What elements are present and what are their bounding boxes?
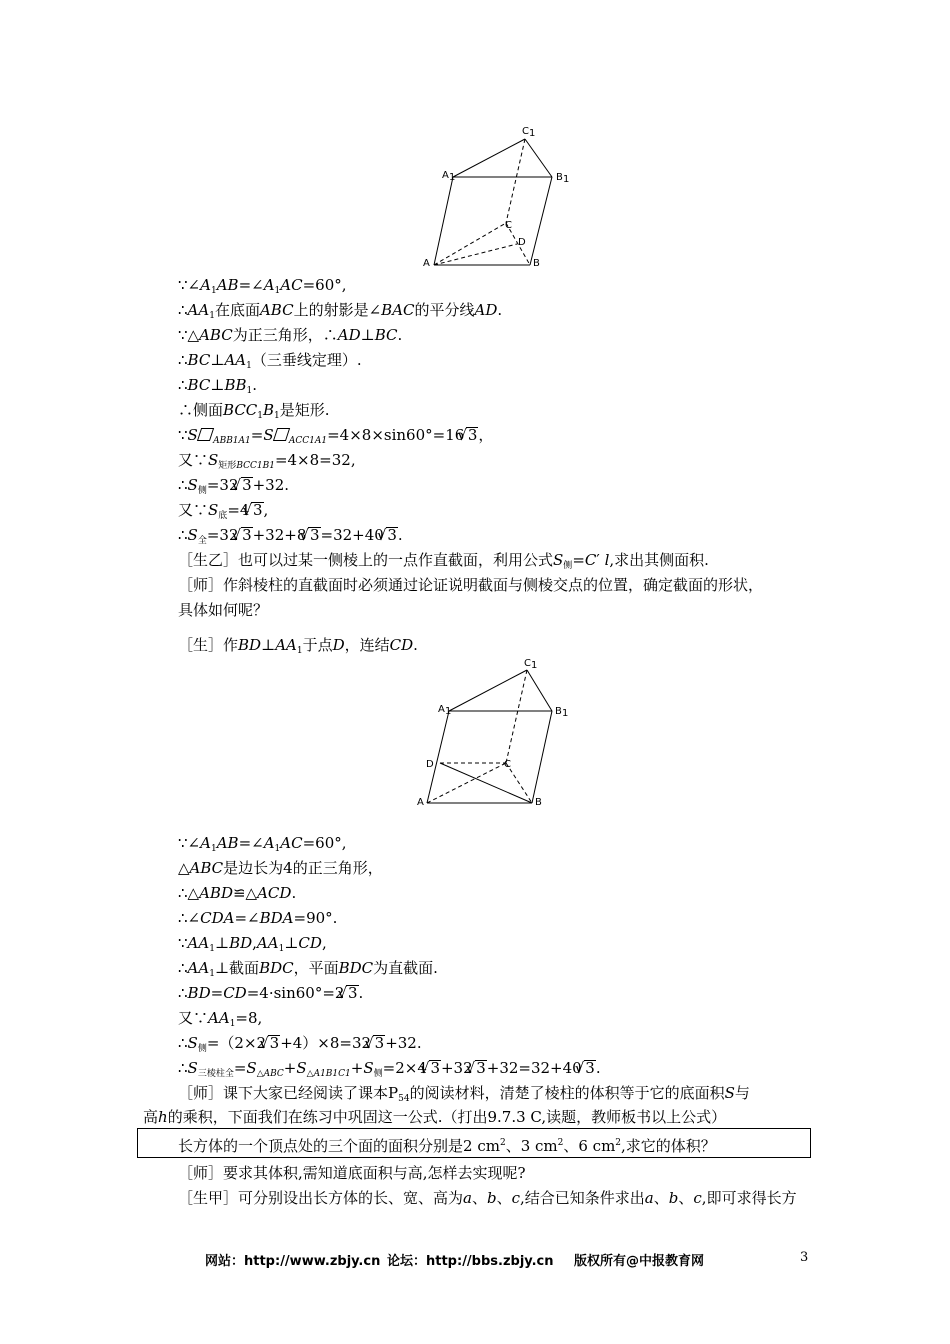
line-17: △ABC是边长为4的正三角形， [178, 859, 383, 877]
line-18: ∴△ABD≌△ACD. [178, 884, 297, 902]
edge-db [440, 763, 532, 803]
label-b1: B [555, 706, 562, 717]
line-4: $\therefore BC\perp AA_1$（三垂线定理）. [178, 351, 362, 371]
footer-site: 网站：http://www.zbjy.cn [205, 1254, 381, 1269]
page-number: 3 [800, 1250, 809, 1265]
edge-b1b [532, 711, 552, 803]
label-b: B [533, 258, 540, 269]
edge-ac [434, 223, 506, 265]
page-footer [0, 1250, 950, 1270]
line-21: $\therefore AA_1\perp$截面BDC，平面BDC为直截面. [178, 959, 438, 979]
line-5: $\therefore BC\perp BB_1$. [178, 376, 257, 396]
label-d: D [518, 237, 526, 248]
edge-a1c1 [453, 139, 525, 177]
line-27: 高h的乘积，下面我们在练习中巩固这一公式.（打出9.7.3 C,读题，教师板书以上公式） [143, 1108, 727, 1126]
svg-text:1: 1 [562, 708, 569, 719]
edge-a1c1 [449, 670, 527, 711]
footer-copyright: 版权所有@中报教育网 [574, 1254, 705, 1269]
label-c1: C [522, 126, 529, 137]
edge-a1a [427, 711, 449, 803]
line-11: $\therefore S_全=32√$ 3+32+8√ 3=32+40√ 3. [178, 525, 403, 545]
line-29: ［师］要求其体积,需知道底面积与高,怎样去实现呢? [178, 1164, 526, 1182]
line-1: $\because\angle A_1AB=\angle A_1AC=60^\circ$, [178, 276, 347, 296]
label-a1: A [442, 170, 449, 181]
line-26: ［师］课下大家已经阅读了课本$P_{54}$的阅读材料，清楚了棱柱的体积等于它的底面积S与 [178, 1084, 750, 1104]
line-19: ∴∠CDA=∠BDA=90°. [178, 909, 338, 927]
line-6: ∴侧面$BCC_1B_1$是矩形. [178, 401, 330, 421]
edge-a1a [434, 177, 453, 265]
line-13: ［师］作斜棱柱的直截面时必须通过论证说明截面与侧棱交点的位置，确定截面的形状， [178, 576, 764, 594]
line-25: $\therefore S_{三棱柱全}=S_{\triangle ABC}+S_{\triangle A1B1C1}+S_侧=2\times 4√$ 3+32√ 3+32=32+40√ 3. [178, 1058, 601, 1078]
label-c: C [504, 759, 511, 770]
edge-ac [427, 763, 506, 803]
line-16: $\because\angle A_1AB=\angle A_1AC=60^\circ$, [178, 834, 347, 854]
line-14: 具体如何呢？ [178, 601, 269, 619]
line-9: $\therefore S_侧=32√$ 3+32. [178, 475, 289, 495]
line-30: ［生甲］可分别设出长方体的长、宽、高为a、b、c,结合已知条件求出a、b、c,即可求得长方 [178, 1189, 797, 1207]
line-2: $\therefore AA_1$在底面ABC上的射影是∠BAC的平分线AD. [178, 301, 503, 321]
line-20: $\because AA_1\perp BD,AA_1\perp CD$, [178, 934, 327, 954]
line-3: ∵△ABC为正三角形，∴AD⊥BC. [178, 326, 403, 344]
footer-forum: 论坛：http://bbs.zbjy.cn [387, 1254, 554, 1269]
label-d: D [426, 759, 434, 770]
edge-c1b1 [527, 670, 552, 711]
edge-c1b1 [525, 139, 552, 177]
label-a1: A [438, 704, 445, 715]
edge-c1c [506, 139, 525, 223]
prism-figure-1 [420, 120, 570, 270]
edge-b1b [530, 177, 552, 265]
line-28: 长方体的一个顶点处的三个面的面积分别是2 $cm^2$、3 $cm^2$、6 $cm^2$,求它的体积？ [178, 1137, 716, 1155]
label-b1: B [556, 172, 563, 183]
prism-figure-2 [412, 655, 572, 815]
svg-text:1: 1 [529, 128, 536, 139]
edge-c1c [506, 670, 527, 763]
line-22: ∴BD=CD=4·sin60°=2√ 3. [178, 983, 363, 1003]
svg-text:1: 1 [563, 174, 570, 185]
svg-text:1: 1 [531, 660, 538, 671]
line-15: ［生］作$BD\perp AA_1$于点D，连结CD. [178, 636, 418, 656]
line-10: 又$\because S_底=4√$ 3, [178, 500, 268, 520]
label-a: A [423, 258, 430, 269]
label-a: A [417, 797, 424, 808]
edge-ad [434, 244, 517, 265]
label-c: C [505, 220, 512, 231]
line-23: 又$\because AA_1=8$, [178, 1009, 263, 1029]
line-24: $\therefore S_侧=(2\times 2√$ 3+4）×8=32√ 3+32. [178, 1033, 422, 1053]
line-7: ∵S $_{ABB1A1}$=S $_{ACC1A1}$=4×8×sin60°=16√ 3， [178, 425, 493, 445]
svg-text:1: 1 [445, 706, 452, 717]
svg-text:1: 1 [449, 172, 456, 183]
label-c1: C [524, 658, 531, 669]
label-b: B [535, 797, 542, 808]
line-12: ［生乙］也可以过某一侧棱上的一点作直截面，利用公式$S_侧=C'$ l,求出其侧面积. [178, 551, 709, 571]
line-8: 又$\because S_{矩形BCC1B1}=4\times 8=32$, [178, 451, 356, 471]
